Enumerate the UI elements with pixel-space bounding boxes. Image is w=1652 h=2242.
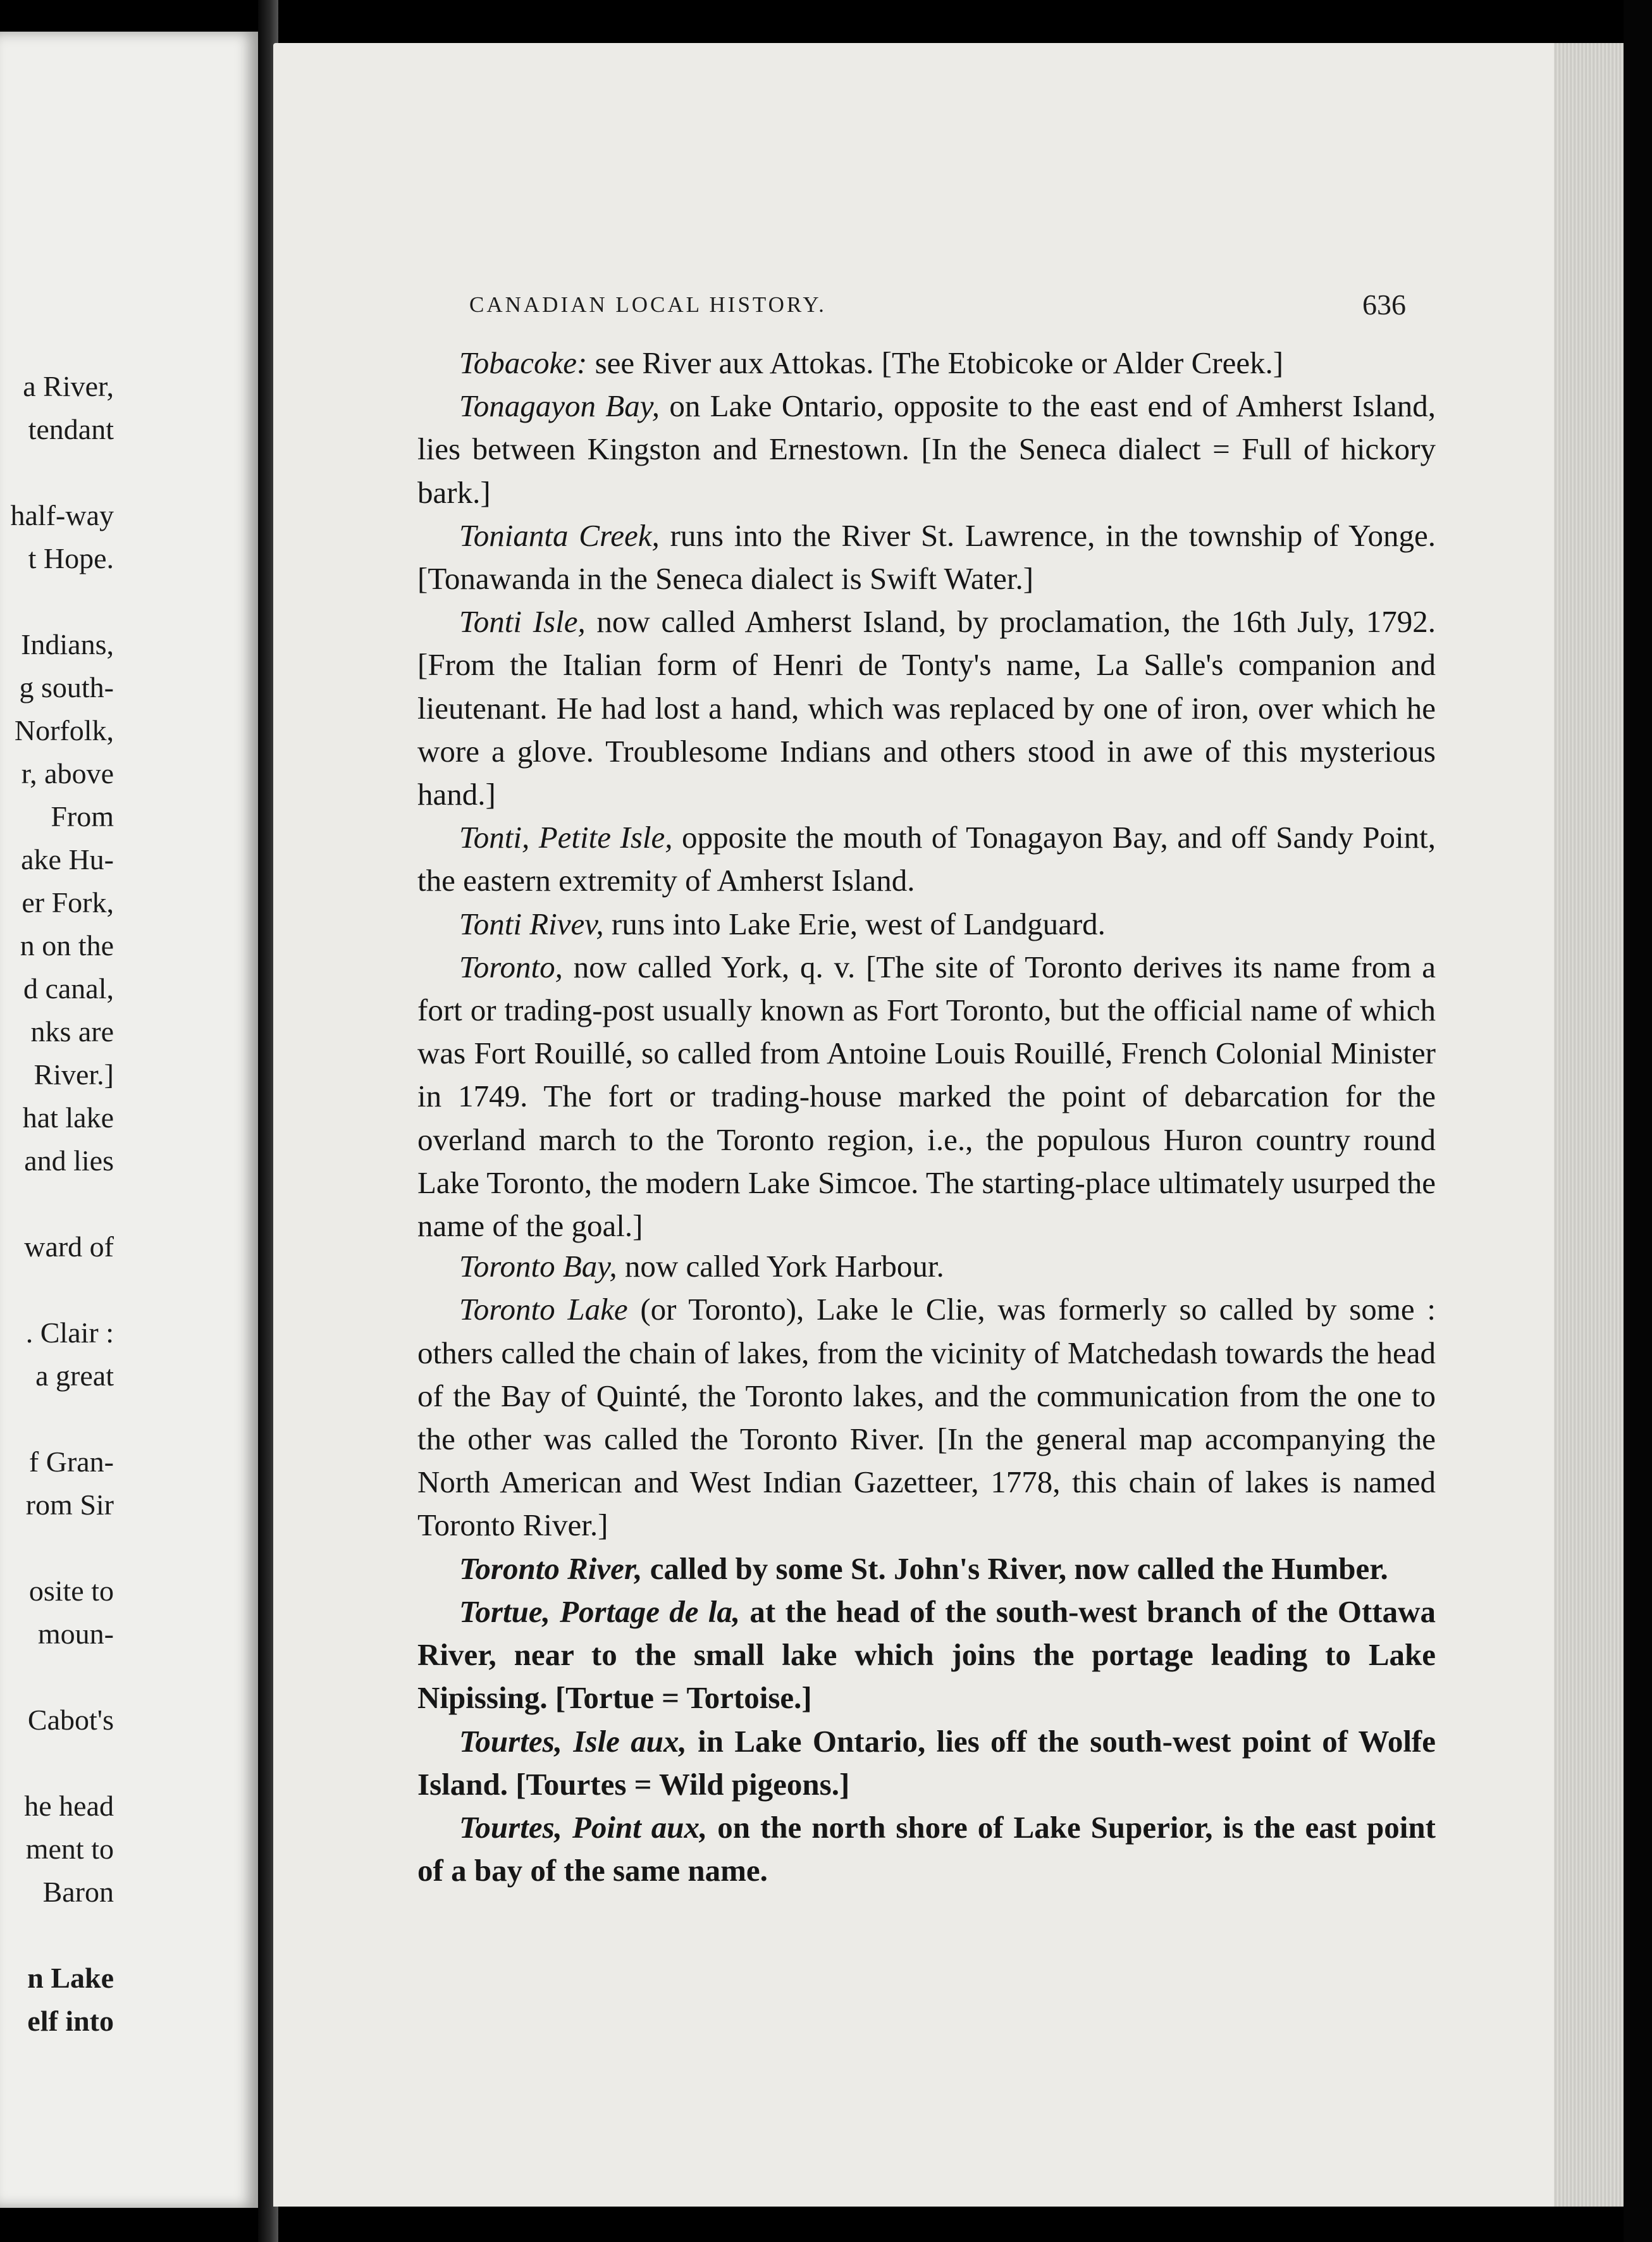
entry-term: Toronto, (459, 949, 563, 984)
entry-text: runs into the River St. Lawrence, in the township of Yonge. [Tonawanda in the Seneca dialect is Swift Water.] (417, 517, 1436, 597)
entry (417, 903, 1436, 946)
previous-page-line: moun- (37, 1618, 114, 1650)
previous-page-line: ward of (24, 1230, 114, 1263)
entry (417, 1547, 1436, 1590)
entry-text: now called Amherst Island, by proclamation, the 16th July, 1792. [From the Italian form of Henri de Tonty's name, La Salle's companion and lieutenant. He had lost a hand, which was replaced by one of iron, over which he wore a glove. Troublesome Indians and others stood in awe of this mysterious hand.] (417, 604, 1436, 812)
entry-text: now called York Harbour. (617, 1249, 944, 1284)
entry-text: in Lake Ontario, lies off the south-west point of Wolfe Island. [Tourtes = Wild pigeons.] (417, 1723, 1436, 1802)
entry-text: on Lake Ontario, opposite to the east end of Amherst Island, lies between Kingston and Ernestown. [In the Seneca dialect = Full of hickory bark.] (417, 388, 1436, 510)
entry-text: called by some St. John's River, now called the Humber. (642, 1551, 1388, 1586)
entry (417, 946, 1436, 1248)
entry-term: Tonti Rivev, (459, 906, 604, 941)
entry (417, 342, 1436, 385)
entry-text: on the north shore of Lake Superior, is the east point of a bay of the same name. (417, 1809, 1436, 1888)
page-number: 636 (1362, 288, 1406, 321)
entry-text: see River aux Attokas. [The Etobicoke or Alder Creek.] (587, 345, 1284, 380)
scan-border (1624, 0, 1652, 2242)
entry (417, 385, 1436, 514)
previous-page-line: r, above (21, 757, 114, 790)
previous-page-line: a River, (23, 370, 114, 402)
previous-page-line: g south- (19, 671, 114, 703)
previous-page-line: tendant (28, 413, 114, 445)
previous-page-line: hat lake (22, 1101, 114, 1134)
previous-page-line: er Fork, (22, 886, 114, 919)
entry-term: Tonti, Petite Isle, (459, 820, 673, 855)
entry-term: Tonagayon Bay, (459, 388, 660, 424)
entry-term: Tourtes, Point aux, (459, 1809, 708, 1845)
entry-text: opposite the mouth of Tonagayon Bay, and off Sandy Point, the eastern extremity of Amherst Island. (417, 820, 1436, 898)
previous-page-line: . Clair : (25, 1316, 114, 1349)
entry-term: Toronto Lake (459, 1292, 628, 1327)
previous-page-line: t Hope. (28, 542, 114, 574)
previous-page-line: n on the (20, 929, 114, 962)
previous-page (0, 32, 258, 2208)
entry (417, 1720, 1436, 1806)
entry-term: Tobacoke: (459, 345, 588, 380)
entry (417, 1590, 1436, 1720)
entry (417, 1245, 1436, 1288)
previous-page-line: half-way (10, 499, 114, 531)
previous-page-line: Baron (42, 1876, 114, 1908)
previous-page-line: he head (24, 1790, 114, 1822)
previous-page-line: elf into (27, 2005, 114, 2037)
running-head: CANADIAN LOCAL HISTORY. (469, 292, 827, 317)
entry-term: Toronto Bay, (459, 1249, 617, 1284)
previous-page-line: d canal, (23, 972, 114, 1005)
previous-page-line: River.] (34, 1058, 114, 1091)
entry-text: runs into Lake Erie, west of Landguard. (603, 906, 1106, 941)
previous-page-line: n Lake (27, 1962, 114, 1994)
previous-page-line: rom Sir (25, 1489, 114, 1521)
entry (417, 600, 1436, 816)
entry-text: (or Toronto), Lake le Clie, was formerly so called by some : others called the chain of lakes, from the vicinity of Matchedash towards the head of the Bay of Quinté, the Toronto lakes, and the communication from the one to the other was called the Toronto River. [In the general map accompanying the North American and West Indian Gazetteer, 1778, this chain of lakes is named Toronto River.] (417, 1292, 1436, 1543)
entry (417, 514, 1436, 600)
entry-term: Tourtes, Isle aux, (459, 1723, 687, 1759)
previous-page-line: Indians, (21, 628, 114, 660)
entry-term: Tonianta Creek, (459, 517, 660, 553)
previous-page-line: osite to (28, 1575, 114, 1607)
previous-page-line: Cabot's (27, 1704, 114, 1736)
previous-page-line: Norfolk, (14, 714, 114, 746)
entry-text: at the head of the south-west branch of the Ottawa River, near to the small lake which joins the portage leading to Lake Nipissing. [Tortue = Tortoise.] (417, 1594, 1436, 1716)
previous-page-line: ake Hu- (21, 843, 114, 876)
entry-term: Tortue, Portage de la, (459, 1594, 741, 1629)
previous-page-line: a great (35, 1359, 114, 1392)
entry-term: Tonti Isle, (459, 604, 586, 640)
entry-term: Toronto River, (459, 1551, 643, 1586)
entry (417, 1288, 1436, 1547)
previous-page-line: From (51, 800, 114, 833)
previous-page-line: and lies (24, 1144, 114, 1177)
entry (417, 816, 1436, 902)
entry-text: now called York, q. v. [The site of Toronto derives its name from a fort or trading-post usually known as Fort Toronto, but the official name of which was Fort Rouillé, so called from Antoine Louis Rouillé, French Colonial Minister in 1749. The fort or trading-house marked the point of debarcation for the overland march to the Toronto region, i.e., the populous Huron country round Lake Toronto, the modern Lake Simcoe. The starting-place ultimately usurped the name of the goal.] (417, 949, 1436, 1244)
previous-page-line: f Gran- (28, 1446, 114, 1478)
entry (417, 1806, 1436, 1892)
previous-page-line: nks are (30, 1015, 114, 1048)
previous-page-line: ment to (25, 1833, 114, 1865)
gazetteer-entries (417, 342, 1436, 1892)
